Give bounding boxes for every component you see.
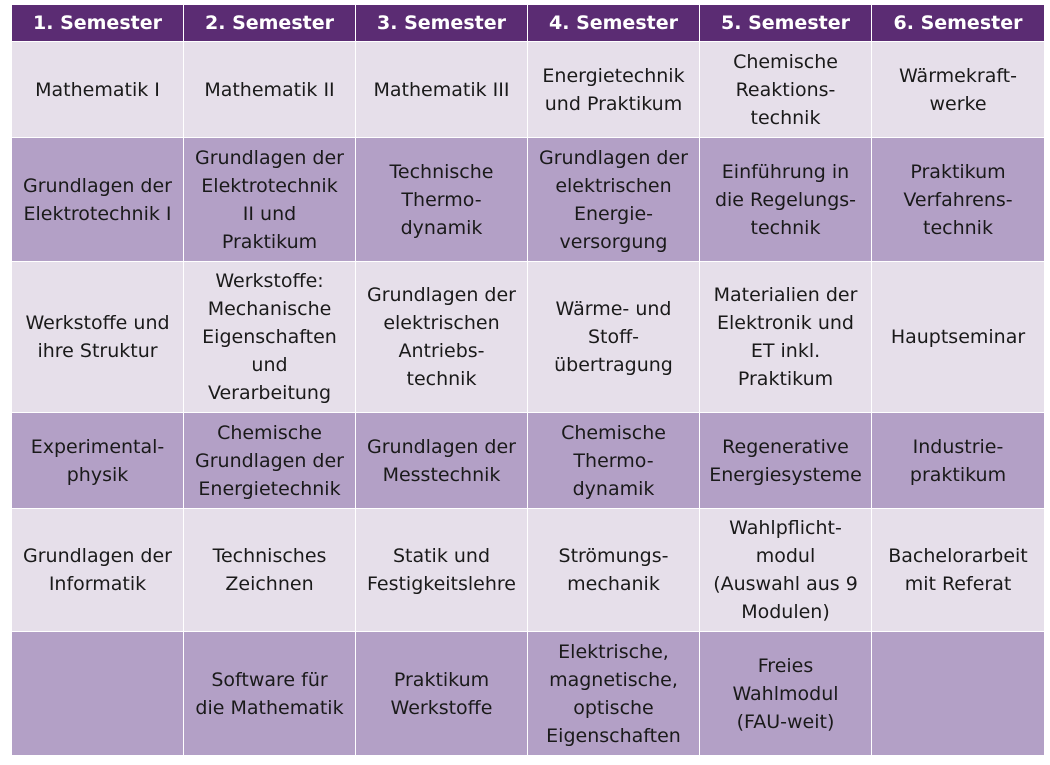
table-row <box>12 42 1045 138</box>
table-cell <box>184 42 356 138</box>
module-label: Mathematik III <box>373 78 510 101</box>
module-label: Praktikum Werkstoffe <box>390 668 493 719</box>
table-cell <box>184 632 356 756</box>
table-cell <box>872 138 1045 262</box>
table-cell <box>356 42 528 138</box>
module-label: Materialien der Elektronik und ET inkl. Praktikum <box>713 284 858 390</box>
header-row <box>12 5 1045 42</box>
header-semester-3: 3. Semester <box>356 5 528 42</box>
header-semester-6: 6. Semester <box>872 5 1045 42</box>
table-row <box>12 632 1045 756</box>
module-label: Grundlagen der Elektrotechnik I <box>23 174 172 225</box>
module-label: Industrie- praktikum <box>909 435 1007 486</box>
table-cell <box>528 413 700 509</box>
table-cell <box>12 413 184 509</box>
table-cell <box>700 262 872 413</box>
table-row <box>12 509 1045 632</box>
module-label: Regenerative Energiesysteme <box>709 435 862 486</box>
module-label: Freies Wahlmodul (FAU-weit) <box>732 654 839 733</box>
module-label: Technische Thermo- dynamik <box>389 160 494 239</box>
table-cell <box>700 632 872 756</box>
module-label: Chemische Grundlagen der Energietechnik <box>195 421 344 500</box>
table-cell <box>700 509 872 632</box>
table-cell <box>872 262 1045 413</box>
module-label: Chemische Reaktions- technik <box>733 50 838 129</box>
module-label: Wahlpflicht- modul (Auswahl aus 9 Modulen) <box>713 517 858 623</box>
table-row <box>12 413 1045 509</box>
table-cell <box>12 42 184 138</box>
table-row <box>12 262 1045 413</box>
table-cell <box>356 138 528 262</box>
module-label: Grundlagen der Informatik <box>23 545 172 595</box>
table-cell <box>12 632 184 756</box>
module-label: Technisches Zeichnen <box>212 545 327 595</box>
table-cell <box>872 632 1045 756</box>
table-cell <box>528 138 700 262</box>
table-cell <box>12 509 184 632</box>
header-semester-2: 2. Semester <box>184 5 356 42</box>
header-semester-1: 1. Semester <box>12 5 184 42</box>
module-label: Praktikum Verfahrens- technik <box>903 160 1013 239</box>
module-label: Bachelorarbeit mit Referat <box>888 545 1028 595</box>
table-cell <box>700 42 872 138</box>
table-cell <box>528 42 700 138</box>
header-semester-4: 4. Semester <box>528 5 700 42</box>
module-label: Experimental- physik <box>30 435 165 486</box>
module-label: Grundlagen der elektrischen Energie- versorgung <box>539 146 688 253</box>
table-cell <box>356 262 528 413</box>
table-cell <box>356 509 528 632</box>
module-label: Grundlagen der Elektrotechnik II und Praktikum <box>195 146 344 253</box>
table-row <box>12 138 1045 262</box>
table-cell <box>872 42 1045 138</box>
module-label: Einführung in die Regelungs- technik <box>714 160 857 239</box>
table-cell <box>528 262 700 413</box>
module-label: Grundlagen der Messtechnik <box>367 435 516 486</box>
table-cell <box>700 138 872 262</box>
module-label: Software für die Mathematik <box>195 668 344 719</box>
module-label: Werkstoffe: Mechanische Eigenschaften und Verarbeitung <box>202 270 337 404</box>
curriculum-table <box>11 4 1045 756</box>
module-label: Energietechnik und Praktikum <box>542 64 685 115</box>
table-cell <box>700 413 872 509</box>
table-cell <box>184 138 356 262</box>
module-label: Elektrische, magnetische, optische Eigenschaften <box>546 640 681 747</box>
module-label: Grundlagen der elektrischen Antriebs- technik <box>367 284 516 390</box>
table-cell <box>356 632 528 756</box>
module-label: Mathematik I <box>35 78 160 101</box>
module-label: Hauptseminar <box>890 326 1026 348</box>
table-cell <box>872 413 1045 509</box>
table-cell <box>872 509 1045 632</box>
module-label: Chemische Thermo- dynamik <box>561 421 666 500</box>
module-label: Werkstoffe und ihre Struktur <box>25 312 170 362</box>
module-label: Statik und Festigkeitslehre <box>366 545 516 595</box>
table-cell <box>184 262 356 413</box>
module-label: Wärme- und Stoff- übertragung <box>554 298 673 376</box>
table-cell <box>12 262 184 413</box>
table-cell <box>184 413 356 509</box>
header-semester-5: 5. Semester <box>700 5 872 42</box>
table-cell <box>528 632 700 756</box>
table-cell <box>528 509 700 632</box>
module-label: Mathematik II <box>204 78 335 101</box>
table-cell <box>356 413 528 509</box>
module-label: Wärmekraft- werke <box>898 64 1017 115</box>
module-label: Strömungs- mechanik <box>558 545 669 595</box>
table-cell <box>12 138 184 262</box>
table-cell <box>184 509 356 632</box>
